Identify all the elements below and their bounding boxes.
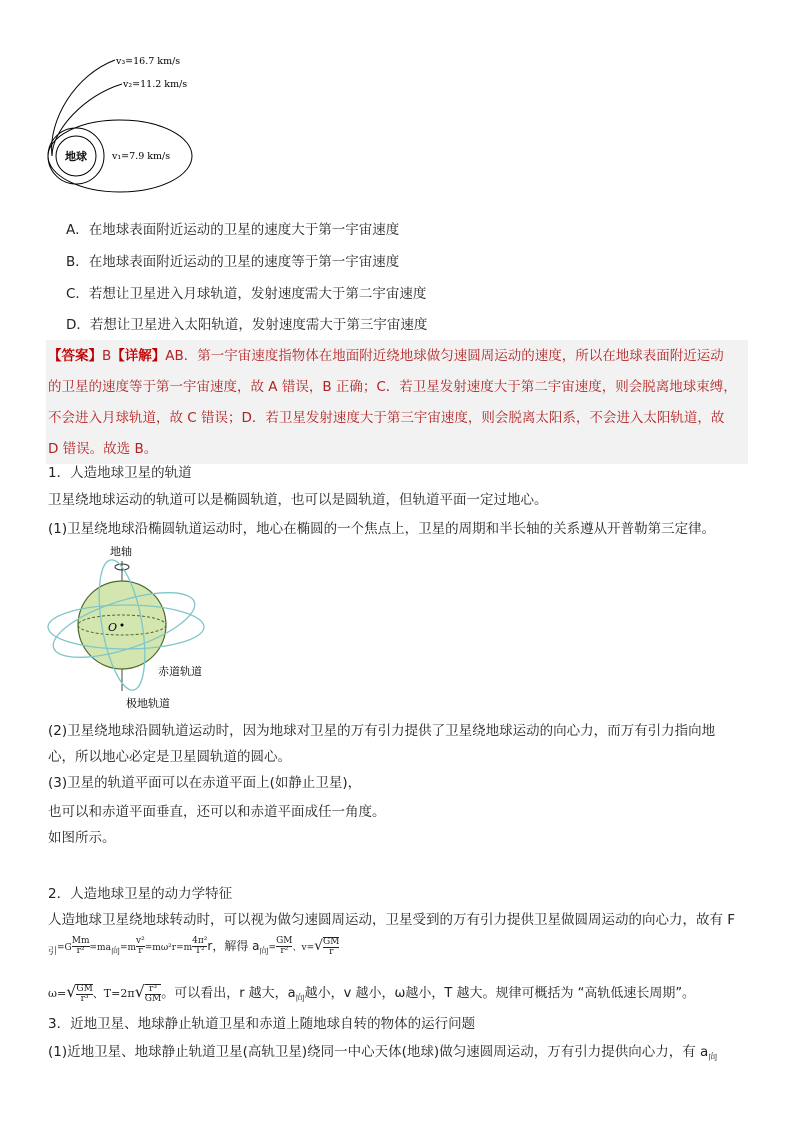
section1-p6: 如图所示。 [48, 830, 116, 846]
section1-p3b: 心，所以地心必定是卫星圆轨道的圆心。 [48, 749, 291, 765]
earth-axis-label: 地轴 [110, 545, 132, 558]
center-point [121, 624, 124, 627]
section3-p1: (1)近地卫星、地球静止轨道卫星(高轨卫星)绕同一中心天体(地球)做匀速圆周运动，万有引力提供向心力，有 $a_向$ [48, 1044, 718, 1063]
earth-label: 地球 [65, 150, 87, 163]
v3-label: v₃=16.7 km/s [116, 56, 181, 67]
answer-line-3: 不会进入月球轨道，故 C 错误；D．若卫星发射速度大于第三宇宙速度，则会脱离太阳系，不会进入太阳轨道，故 [48, 410, 725, 426]
cosmic-velocity-figure [40, 50, 200, 200]
option-c: C．若想让卫星进入月球轨道，发射速度需大于第二宇宙速度 [66, 286, 427, 302]
section1-p5: 也可以和赤道平面垂直，还可以和赤道平面成任一角度。 [48, 804, 386, 820]
explanation-tag: 【详解】 [111, 348, 166, 364]
answer-line-4: D 错误。故选 B。 [48, 441, 158, 457]
explanation-text-1: AB．第一宇宙速度指物体在地面附近绕地球做匀速圆周运动的速度，所以在地球表面附近运动 [165, 348, 724, 364]
answer-line-2: 的卫星的速度等于第一宇宙速度，故 A 错误，B 正确；C．若卫星发射速度大于第二宇宙速度，则会脱离地球束缚， [48, 379, 737, 395]
formula-line-1: $_引$=G $\frac{Mm}{\text{r²}}$ $=ma_向=m$ $\frac{\text{v²}}{r}$ =mω²r=m $\frac{\text{4π²}}{\text{T²}}$ r，解得 $a_向=$ $\frac{GM}{\text{r²}}$ 、v=√ $\frac{GM}{r}$ [48, 936, 340, 957]
v2-label: v₂=11.2 km/s [123, 79, 188, 90]
section3-heading: 3．近地卫星、地球静止轨道卫星和赤道上随地球自转的物体的运行问题 [48, 1016, 476, 1032]
option-b: B．在地球表面附近运动的卫星的速度等于第一宇宙速度 [66, 254, 400, 270]
orbit-types-figure [44, 543, 224, 713]
formula-line-2: ω=√ $\frac{GM}{\text{r³}}$ 、T=2π√ $\frac{\text{r³}}{GM}$ 。可以看出，r 越大，$a_向$越小，v 越小，ω越小，T 越大。规律可概括为 “高轨低速长周期”。 [48, 982, 696, 1004]
polar-orbit-label: 极地轨道 [126, 697, 170, 710]
answer-value: B [102, 348, 112, 364]
section2-heading: 2．人造地球卫星的动力学特征 [48, 886, 233, 902]
option-d: D．若想让卫星进入太阳轨道，发射速度需大于第三宇宙速度 [66, 317, 428, 333]
section1-p2: (1)卫星绕地球沿椭圆轨道运动时，地心在椭圆的一个焦点上，卫星的周期和半长轴的关系遵从开普勒第三定律。 [48, 521, 716, 537]
center-label: O [108, 621, 118, 634]
v1-label: v₁=7.9 km/s [112, 151, 171, 162]
section1-heading: 1．人造地球卫星的轨道 [48, 465, 192, 481]
answer-line-1 [48, 346, 724, 366]
option-a: A．在地球表面附近运动的卫星的速度大于第一宇宙速度 [66, 222, 400, 238]
section1-p3a: (2)卫星绕地球沿圆轨道运动时，因为地球对卫星的万有引力提供了卫星绕地球运动的向心力，而万有引力指向地 [48, 723, 716, 739]
answer-tag: 【答案】 [48, 348, 102, 364]
equatorial-orbit-label: 赤道轨道 [158, 665, 202, 678]
section1-p1: 卫星绕地球运动的轨道可以是椭圆轨道，也可以是圆轨道，但轨道平面一定过地心。 [48, 492, 548, 508]
section2-p1: 人造地球卫星绕地球转动时，可以视为做匀速圆周运动，卫星受到的万有引力提供卫星做圆周运动的向心力，故有 F [48, 912, 736, 928]
section1-p4: (3)卫星的轨道平面可以在赤道平面上(如静止卫星)， [48, 775, 362, 791]
